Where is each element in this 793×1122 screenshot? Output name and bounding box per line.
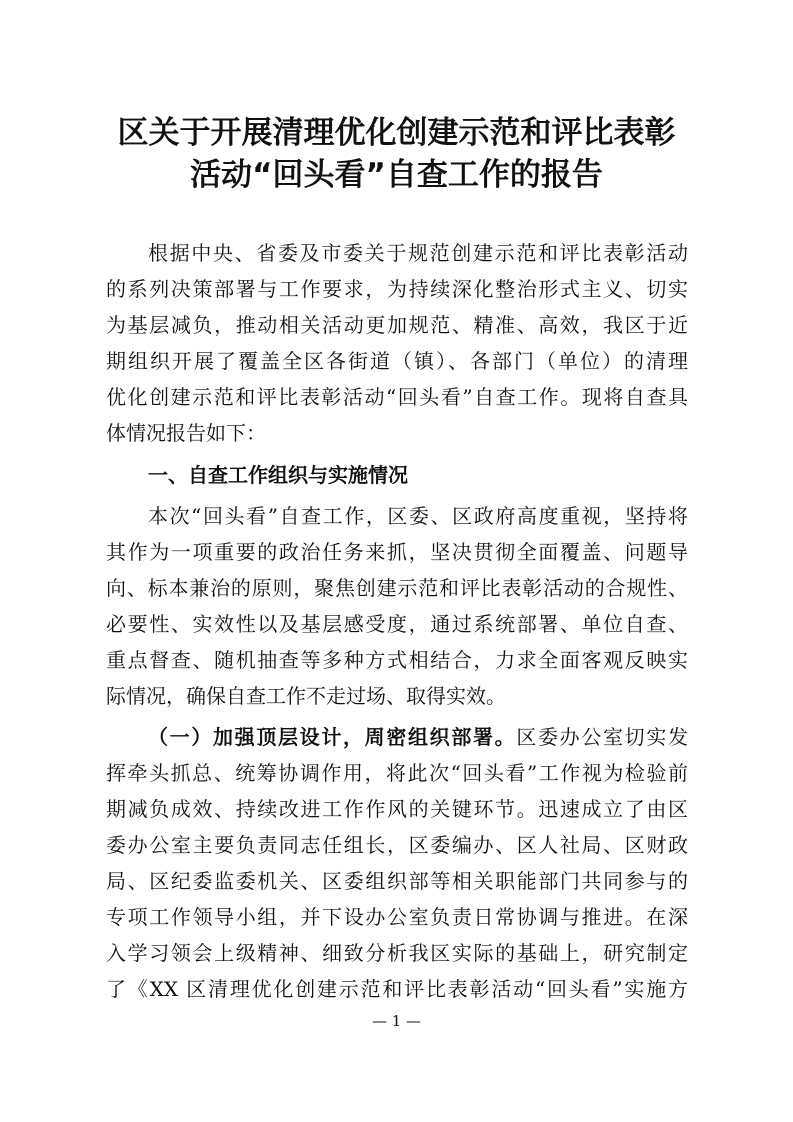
document-title-line-2: 活动“回头看”自查工作的报告 [190, 157, 603, 193]
paragraph-line: 重点督查、随机抽查等多种方式相结合，力求全面客观反映实 [106, 648, 688, 672]
section-heading: 一、自查工作组织与实施情况 [148, 463, 408, 487]
intro-line: 为基层减负，推动相关活动更加规范、精准、高效，我区于近 [106, 313, 688, 337]
intro-line: 期组织开展了覆盖全区各街道（镇）、各部门（单位）的清理 [106, 349, 688, 373]
paragraph-line: 际情况，确保自查工作不走过场、取得实效。 [106, 684, 506, 708]
paragraph-line: 局、区纪委监委机关、区委组织部等相关职能部门共同参与的 [106, 869, 688, 893]
intro-line: 根据中央、省委及市委关于规范创建示范和评比表彰活动 [148, 241, 688, 265]
paragraph-line: 向、标本兼治的原则，聚焦创建示范和评比表彰活动的合规性、 [106, 576, 688, 600]
paragraph-line: 挥牵头抓总、统筹协调作用，将此次“回头看”工作视为检验前 [106, 761, 688, 785]
paragraph-line [148, 719, 688, 755]
paragraph-line: 期减负成效、持续改进工作作风的关键环节。迅速成立了由区 [106, 797, 688, 821]
paragraph-line: 必要性、实效性以及基层感受度，通过系统部署、单位自查、 [106, 612, 688, 636]
intro-line: 体情况报告如下： [106, 421, 266, 445]
page-number: — 1 — [371, 1012, 422, 1030]
paragraph-line: 了《XX 区清理优化创建示范和评比表彰活动“回头看”实施方 [106, 977, 688, 1001]
paragraph-line: 入学习领会上级精神、细致分析我区实际的基础上，研究制定 [106, 941, 688, 965]
intro-line: 的系列决策部署与工作要求，为持续深化整治形式主义、切实 [106, 277, 688, 301]
subsection-heading: （一）加强顶层设计，周密组织部署。 [148, 725, 517, 749]
paragraph-line: 委办公室主要负责同志任组长，区委编办、区人社局、区财政 [106, 833, 688, 857]
paragraph-line: 其作为一项重要的政治任务来抓，坚决贯彻全面覆盖、问题导 [106, 540, 688, 564]
paragraph-line: 本次“回头看”自查工作，区委、区政府高度重视，坚持将 [148, 504, 688, 528]
paragraph-text: 区委办公室切实发 [516, 725, 689, 749]
intro-line: 优化创建示范和评比表彰活动“回头看”自查工作。现将自查具 [106, 385, 688, 409]
document-title-line-1: 区关于开展清理优化创建示范和评比表彰 [117, 115, 676, 151]
paragraph-line: 专项工作领导小组，并下设办公室负责日常协调与推进。在深 [106, 905, 688, 929]
